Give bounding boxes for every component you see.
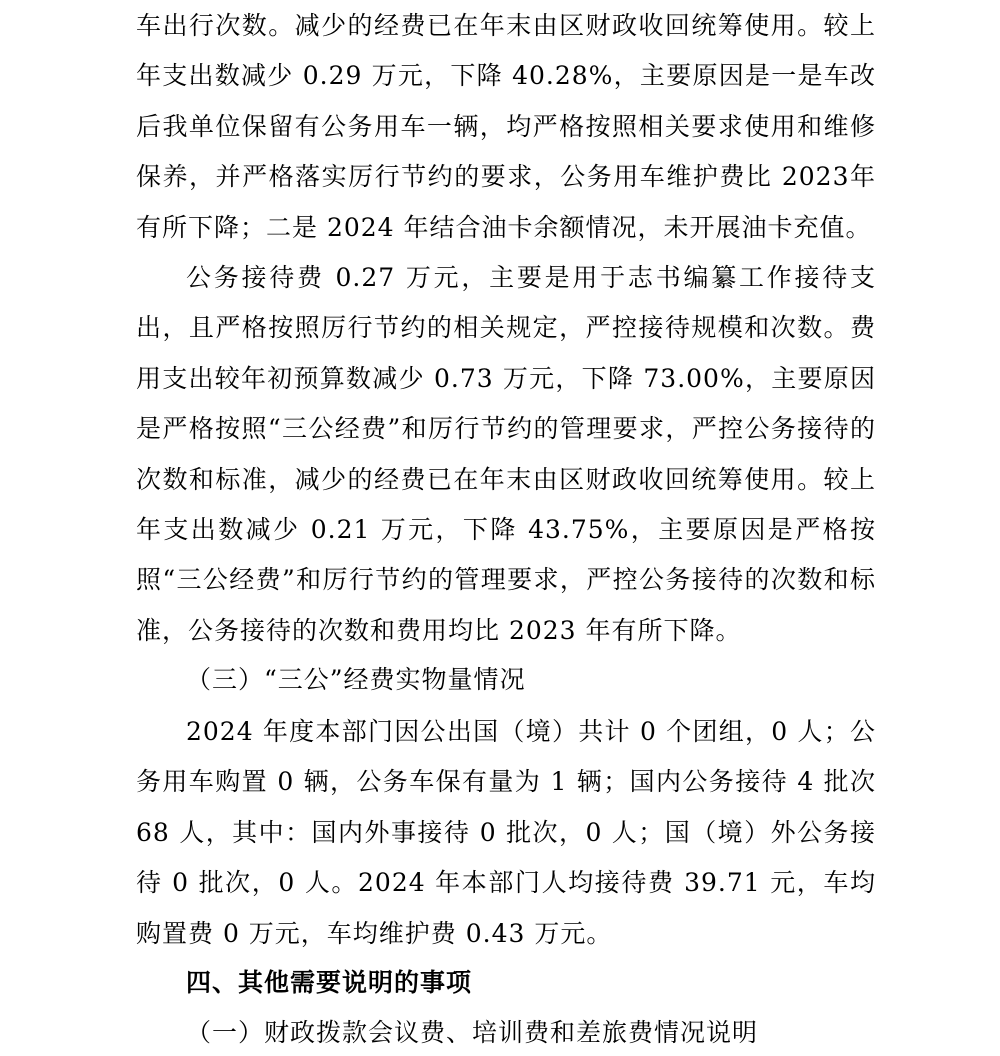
paragraph-vehicle-expenses: 车出行次数。减少的经费已在年末由区财政收回统筹使用。较上年支出数减少 0.29 万元，下降 40.28%，主要原因是一是车改后我单位保留有公务用车一辆，均严格按照相关要求使用和维修保养，并严格落实厉行节约的要求，公务用车维护费比 2023年有所下降；二是 2024 年结合油卡余额情况，未开展油卡充值。 [136, 11, 876, 242]
subheading-meeting-training-travel: （一）财政拨款会议费、培训费和差旅费情况说明 [186, 1018, 759, 1047]
paragraph-reception-expenses: 公务接待费 0.27 万元，主要是用于志书编纂工作接待支出，且严格按照厉行节约的相关规定，严控接待规模和次数。费用支出较年初预算数减少 0.73 万元，下降 73.00%，主要原因是严格按照“三公经费”和厉行节约的管理要求，严控公务接待的次数和标准，减少的经费已在年末由区财政收回统筹使用。较上年支出数减少 0.21 万元，下降 43.75%，主要原因是严格按照“三公经费”和厉行节约的管理要求，严控公务接待的次数和标准，公务接待的次数和费用均比 2023 年有所下降。 [136, 263, 876, 645]
paragraph-physical-quantity: 2024 年度本部门因公出国（境）共计 0 个团组，0 人；公务用车购置 0 辆，公务车保有量为 1 辆；国内公务接待 4 批次68 人，其中：国内外事接待 0 批次，0 人；国（境）外公务接待 0 批次，0 人。2024 年本部门人均接待费 39.71 元，车均购置费 0 万元，车均维护费 0.43 万元。 [136, 717, 876, 948]
subheading-physical-quantity: （三）“三公”经费实物量情况 [186, 665, 526, 694]
section-heading-other-matters: 四、其他需要说明的事项 [186, 968, 473, 997]
